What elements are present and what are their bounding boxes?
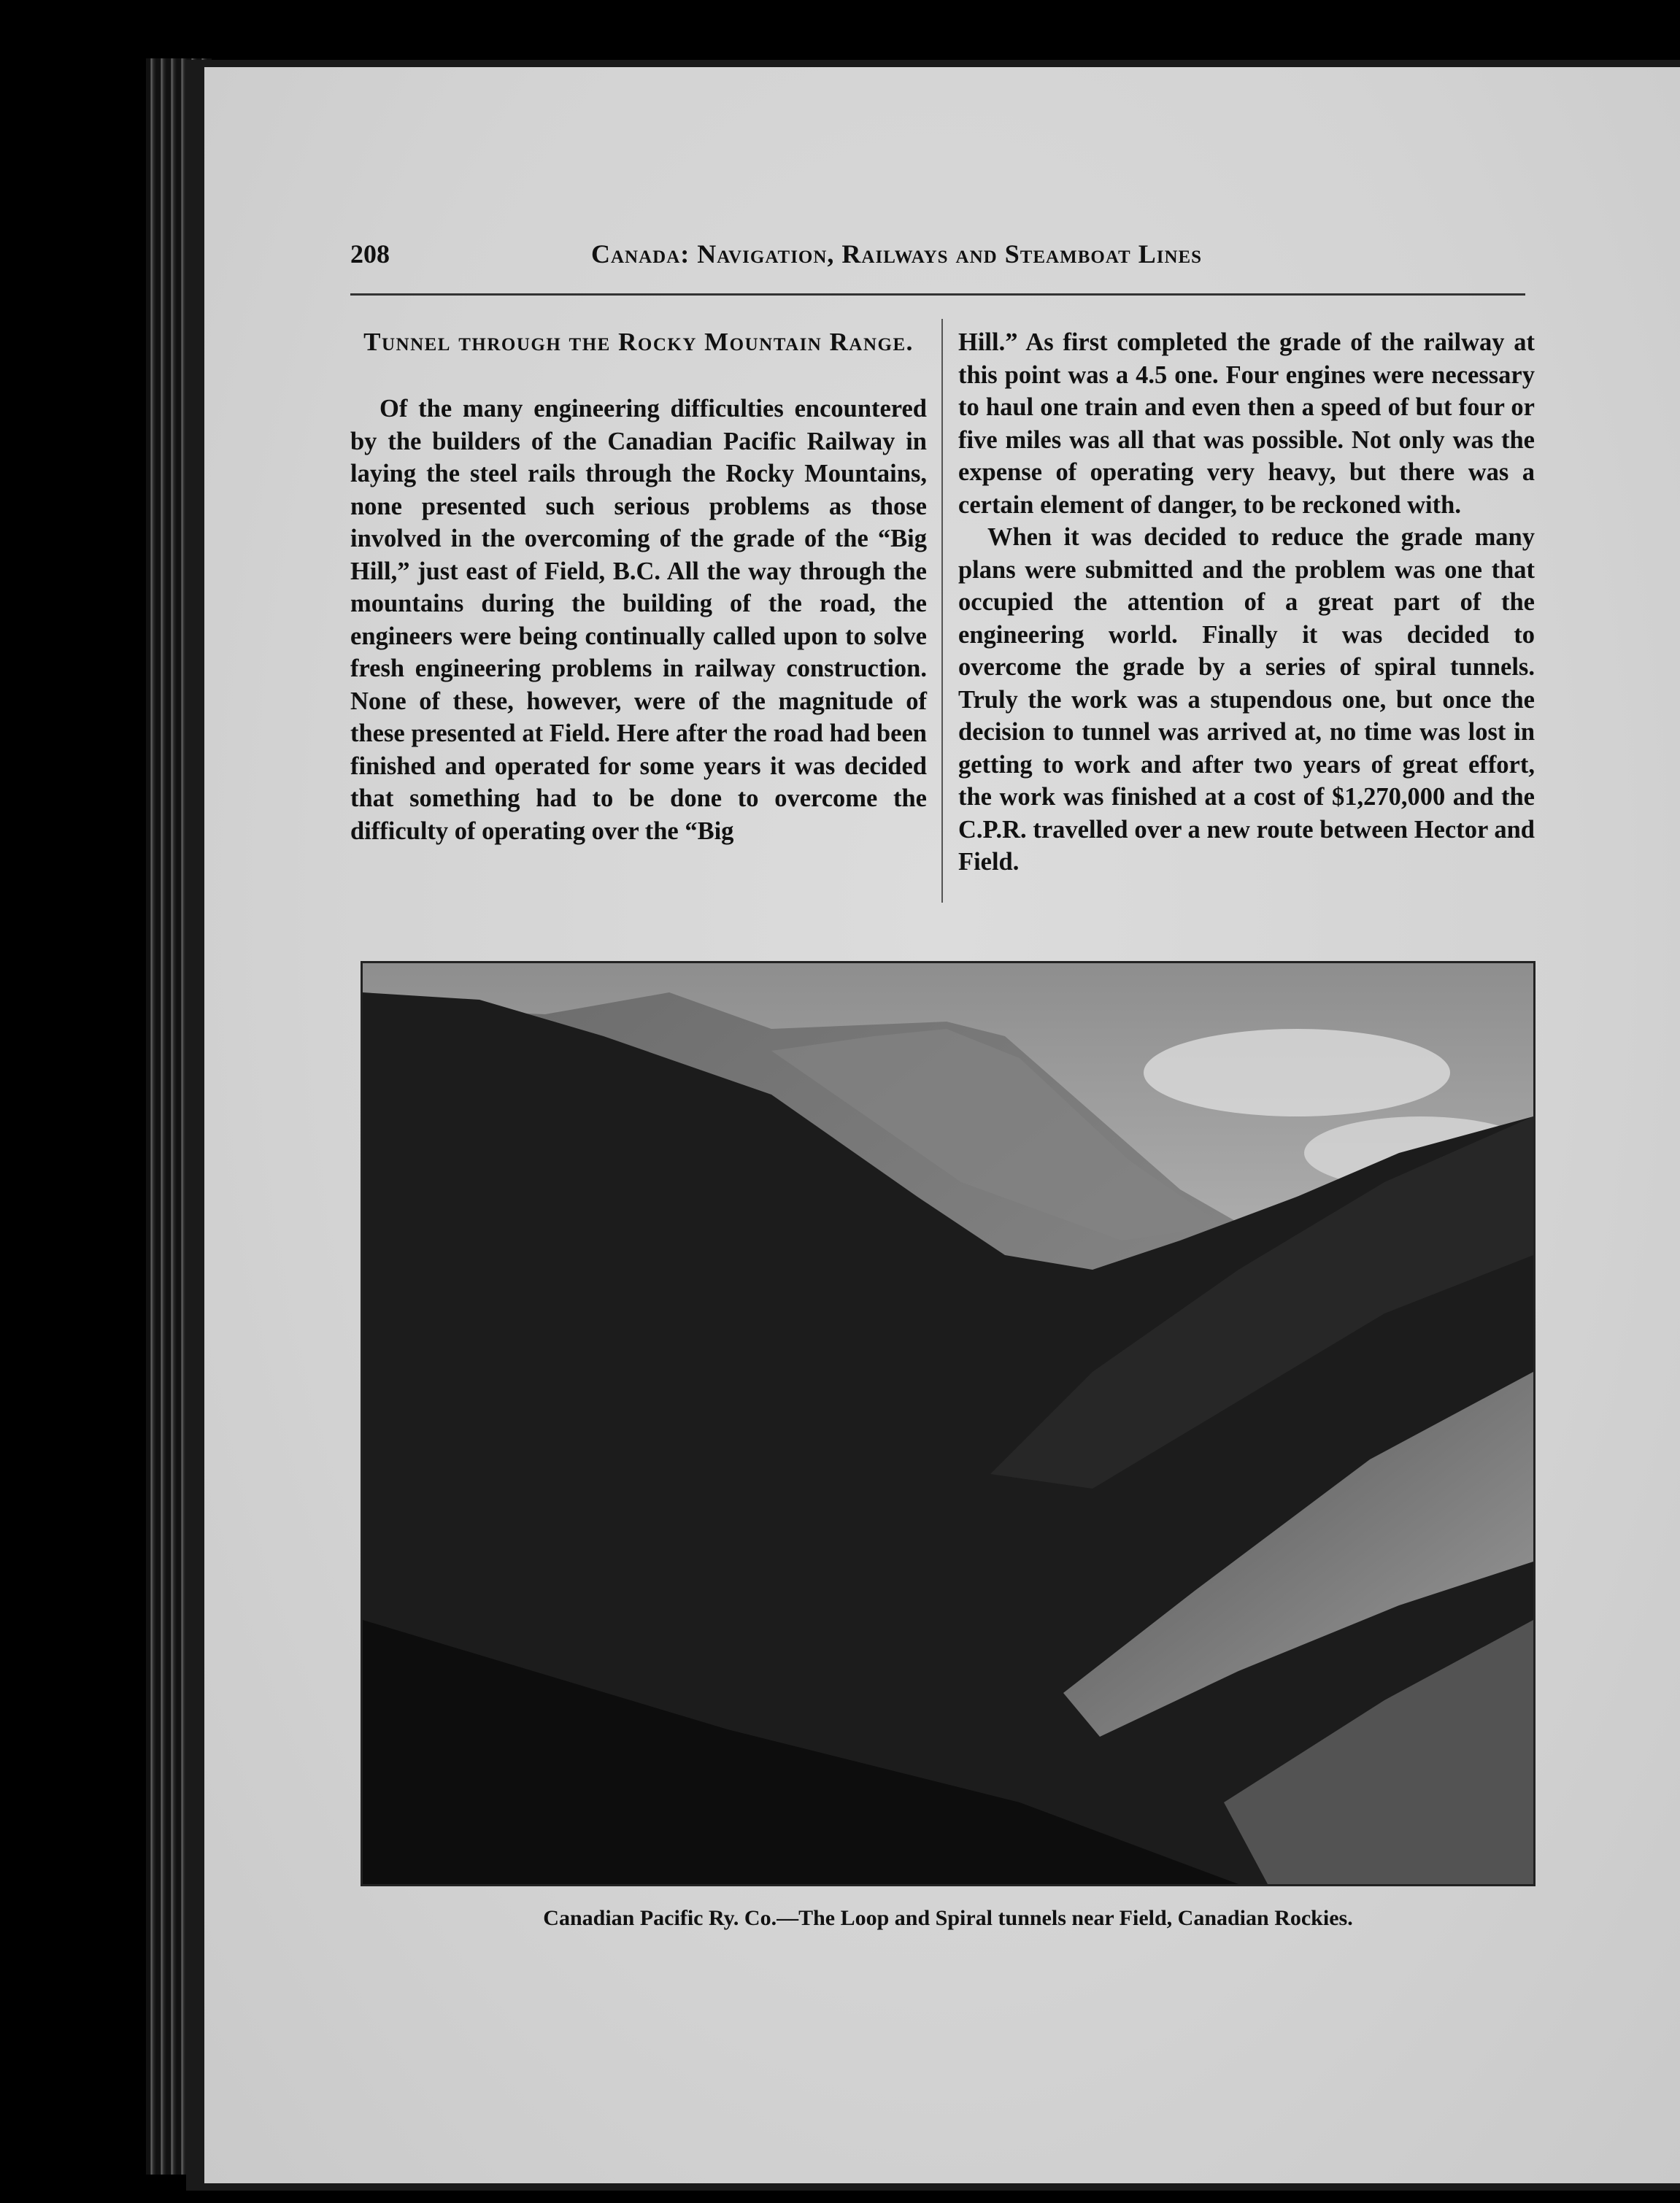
book-page xyxy=(204,67,1680,2183)
column-divider xyxy=(941,319,943,903)
left-column xyxy=(350,326,927,847)
running-title: Canada: Navigation, Railways and Steamboat Lines xyxy=(591,239,1203,269)
right-column xyxy=(958,326,1535,879)
right-column-paragraph-2: When it was decided to reduce the grade many plans were submitted and the problem was one that occupied the attention of a great part of the engineering world. Finally it was decided to overcome the grade by a series of spiral tunnels. Truly the work was a stupendous one, but once the decision to tunnel was arrived at, no time was lost in getting to work and after two years of great effort, the work was finished at a cost of $1,270,000 and the C.P.R. travelled over a new route between Hector and Field. xyxy=(958,523,1535,876)
mountain-photograph xyxy=(361,961,1535,1886)
header-rule xyxy=(350,293,1525,296)
figure-caption: Canadian Pacific Ry. Co.—The Loop and Spiral tunnels near Field, Canadian Rockies. xyxy=(543,1906,1353,1930)
page-number: 208 xyxy=(350,239,390,269)
left-column-paragraph: Of the many engineering difficulties encountered by the builders of the Canadian Pacific Railway in laying the steel rails through the Rocky Mountains, none presented such serious problems as those involved in the overcoming of the grade of the “Big Hill,” just east of Field, B.C. All the way through the mountains during the building of the road, the engineers were being continually called upon to solve fresh engineering problems in railway construction. None of these, however, were of the magnitude of these presented at Field. Here after the road had been finished and operated for some years it was decided that something had to be done to overcome the difficulty of operating over the “Big xyxy=(350,395,927,845)
mountain-landscape-image xyxy=(363,963,1533,1884)
right-column-paragraph-1: Hill.” As first completed the grade of the railway at this point was a 4.5 one. Four engines were necessary to haul one train and even then a speed of but four or five miles was all that was possible. Not only was the expense of operating very heavy, but there was a certain element of danger, to be reckoned with. xyxy=(958,328,1535,519)
section-heading: Tunnel through the Rocky Mountain Range. xyxy=(363,328,914,356)
running-head xyxy=(350,239,1525,290)
